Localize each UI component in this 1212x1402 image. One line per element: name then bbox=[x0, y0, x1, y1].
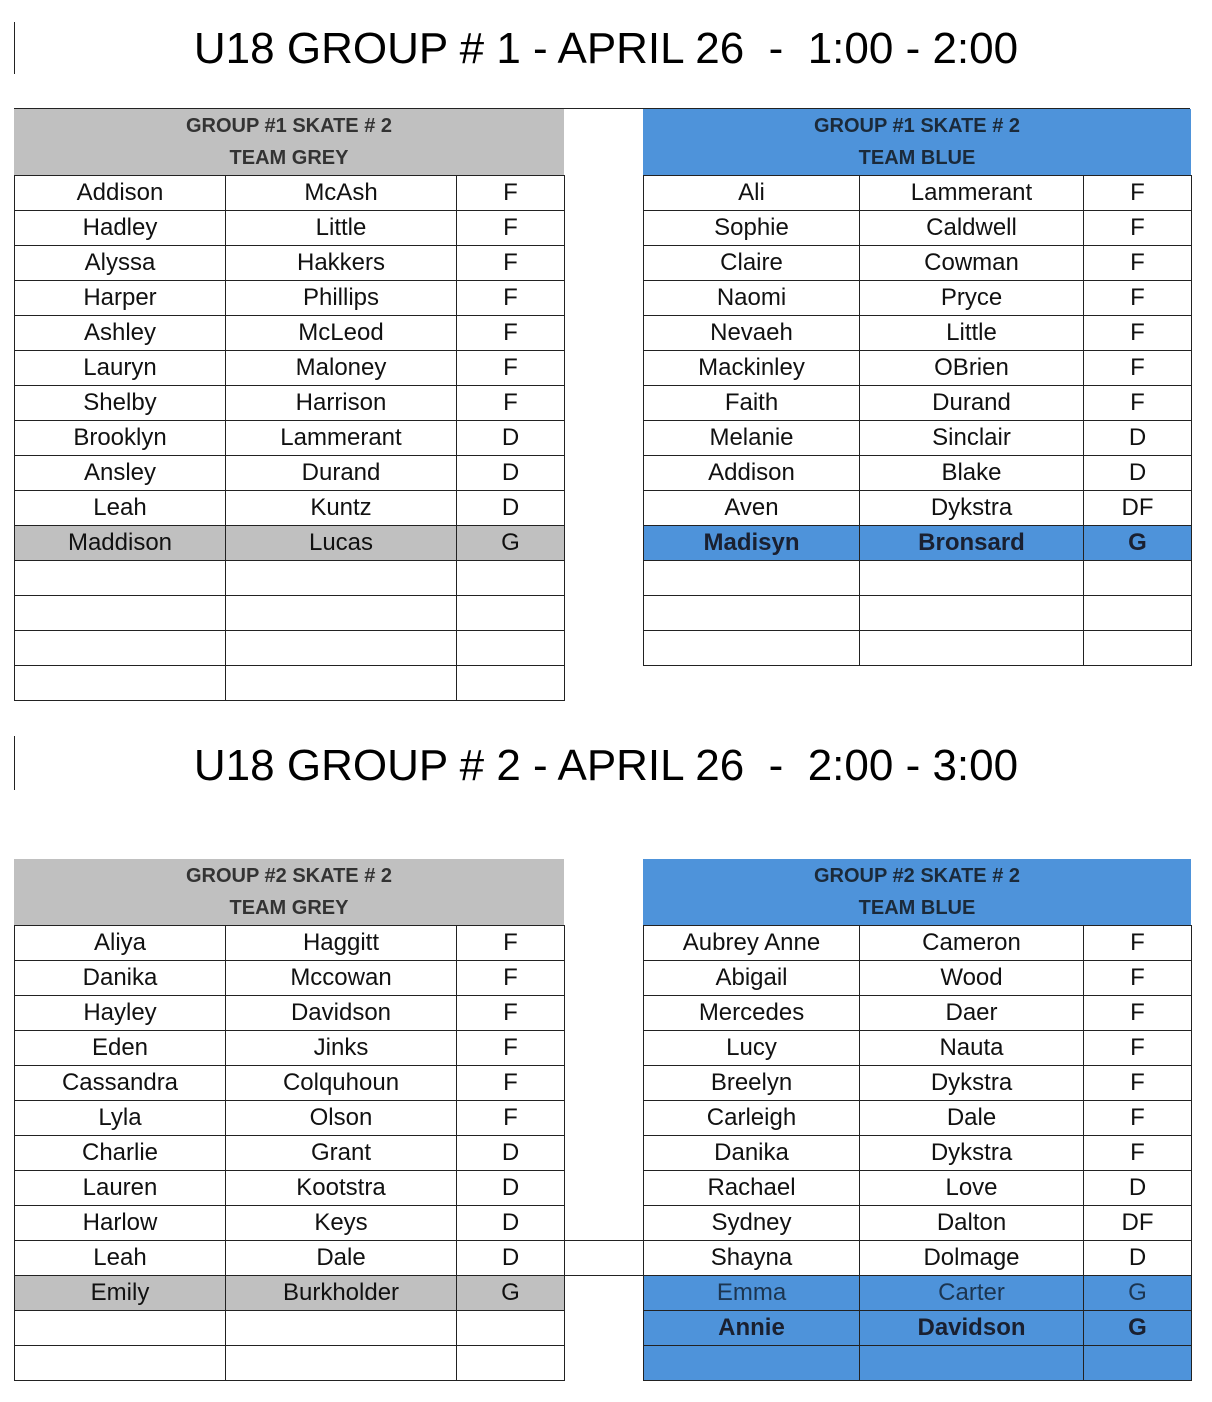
position-cell: DF bbox=[1084, 1206, 1192, 1241]
table-row bbox=[15, 1241, 565, 1276]
first-name-cell bbox=[644, 596, 860, 631]
last-name-cell: Dykstra bbox=[860, 1066, 1084, 1101]
group2-team-grey-table bbox=[14, 859, 564, 1381]
position-cell: G bbox=[1084, 1311, 1192, 1346]
first-name-cell: Charlie bbox=[15, 1136, 226, 1171]
last-name-cell: Bronsard bbox=[860, 526, 1084, 561]
first-name-cell bbox=[644, 1346, 860, 1381]
first-name-cell bbox=[15, 1311, 226, 1346]
last-name-cell: Lammerant bbox=[860, 176, 1084, 211]
first-name-cell bbox=[15, 596, 226, 631]
first-name-cell: Naomi bbox=[644, 281, 860, 316]
table-header bbox=[14, 859, 564, 925]
position-cell bbox=[457, 1311, 565, 1346]
last-name-cell: Kuntz bbox=[226, 491, 457, 526]
table-row bbox=[644, 246, 1192, 281]
first-name-cell: Ali bbox=[644, 176, 860, 211]
last-name-cell: Olson bbox=[226, 1101, 457, 1136]
first-name-cell: Danika bbox=[644, 1136, 860, 1171]
table-row bbox=[15, 1136, 565, 1171]
position-cell: F bbox=[457, 176, 565, 211]
table-row bbox=[15, 176, 565, 211]
position-cell: D bbox=[457, 1206, 565, 1241]
position-cell: D bbox=[457, 456, 565, 491]
table-row bbox=[15, 246, 565, 281]
position-cell bbox=[457, 666, 565, 701]
table-row bbox=[15, 351, 565, 386]
first-name-cell bbox=[644, 631, 860, 666]
first-name-cell: Hayley bbox=[15, 996, 226, 1031]
table-row bbox=[15, 561, 565, 596]
position-cell: F bbox=[457, 386, 565, 421]
last-name-cell: Lammerant bbox=[226, 421, 457, 456]
section-2-title: U18 GROUP # 2 - APRIL 26 - 2:00 - 3:00 bbox=[193, 741, 1019, 790]
last-name-cell bbox=[860, 631, 1084, 666]
table-row bbox=[644, 1101, 1192, 1136]
last-name-cell: Phillips bbox=[226, 281, 457, 316]
last-name-cell: Blake bbox=[860, 456, 1084, 491]
position-cell bbox=[457, 596, 565, 631]
first-name-cell: Ashley bbox=[15, 316, 226, 351]
last-name-cell: Dalton bbox=[860, 1206, 1084, 1241]
table-row bbox=[644, 926, 1192, 961]
table-row bbox=[15, 666, 565, 701]
table-connector-line bbox=[564, 1275, 644, 1276]
table-row bbox=[15, 386, 565, 421]
table-row bbox=[15, 491, 565, 526]
position-cell: F bbox=[457, 996, 565, 1031]
last-name-cell: Carter bbox=[860, 1276, 1084, 1311]
position-cell: F bbox=[457, 961, 565, 996]
first-name-cell: Harlow bbox=[15, 1206, 226, 1241]
first-name-cell: Lyla bbox=[15, 1101, 226, 1136]
first-name-cell: Cassandra bbox=[15, 1066, 226, 1101]
first-name-cell: Lauren bbox=[15, 1171, 226, 1206]
table-row bbox=[644, 211, 1192, 246]
table-row bbox=[644, 1206, 1192, 1241]
last-name-cell: Colquhoun bbox=[226, 1066, 457, 1101]
table-row bbox=[15, 926, 565, 961]
position-cell: DF bbox=[1084, 491, 1192, 526]
first-name-cell: Claire bbox=[644, 246, 860, 281]
table-row bbox=[644, 316, 1192, 351]
first-name-cell: Aubrey Anne bbox=[644, 926, 860, 961]
last-name-cell: Hakkers bbox=[226, 246, 457, 281]
last-name-cell bbox=[860, 1346, 1084, 1381]
table-row bbox=[15, 1311, 565, 1346]
position-cell: F bbox=[1084, 386, 1192, 421]
first-name-cell: Annie bbox=[644, 1311, 860, 1346]
position-cell: F bbox=[1084, 926, 1192, 961]
table-row bbox=[15, 316, 565, 351]
last-name-cell: Keys bbox=[226, 1206, 457, 1241]
table-row bbox=[15, 961, 565, 996]
position-cell: F bbox=[457, 211, 565, 246]
roster bbox=[643, 175, 1192, 666]
table-row bbox=[15, 211, 565, 246]
first-name-cell: Sophie bbox=[644, 211, 860, 246]
table-row bbox=[644, 176, 1192, 211]
table-row bbox=[644, 281, 1192, 316]
last-name-cell: Little bbox=[860, 316, 1084, 351]
table-row bbox=[644, 421, 1192, 456]
first-name-cell: Mercedes bbox=[644, 996, 860, 1031]
table-row bbox=[15, 631, 565, 666]
position-cell: G bbox=[1084, 526, 1192, 561]
last-name-cell: Durand bbox=[860, 386, 1084, 421]
position-cell: G bbox=[457, 1276, 565, 1311]
last-name-cell: Dykstra bbox=[860, 491, 1084, 526]
last-name-cell: Lucas bbox=[226, 526, 457, 561]
last-name-cell: Burkholder bbox=[226, 1276, 457, 1311]
position-cell bbox=[1084, 1346, 1192, 1381]
position-cell: F bbox=[1084, 351, 1192, 386]
table-row bbox=[644, 996, 1192, 1031]
header-team: TEAM BLUE bbox=[858, 897, 976, 919]
last-name-cell: Cowman bbox=[860, 246, 1084, 281]
last-name-cell: McLeod bbox=[226, 316, 457, 351]
table-row bbox=[644, 526, 1192, 561]
first-name-cell: Leah bbox=[15, 491, 226, 526]
first-name-cell: Lauryn bbox=[15, 351, 226, 386]
section-1-title: U18 GROUP # 1 - APRIL 26 - 1:00 - 2:00 bbox=[193, 24, 1019, 73]
last-name-cell bbox=[860, 596, 1084, 631]
table-row bbox=[15, 596, 565, 631]
table-row bbox=[644, 561, 1192, 596]
first-name-cell: Leah bbox=[15, 1241, 226, 1276]
last-name-cell: Davidson bbox=[860, 1311, 1084, 1346]
last-name-cell: Davidson bbox=[226, 996, 457, 1031]
table-row bbox=[15, 1206, 565, 1241]
position-cell bbox=[457, 1346, 565, 1381]
first-name-cell: Alyssa bbox=[15, 246, 226, 281]
first-name-cell: Melanie bbox=[644, 421, 860, 456]
last-name-cell: Wood bbox=[860, 961, 1084, 996]
last-name-cell bbox=[860, 561, 1084, 596]
last-name-cell: Haggitt bbox=[226, 926, 457, 961]
position-cell: D bbox=[457, 1136, 565, 1171]
last-name-cell bbox=[226, 596, 457, 631]
last-name-cell: Dykstra bbox=[860, 1136, 1084, 1171]
first-name-cell: Sydney bbox=[644, 1206, 860, 1241]
position-cell: D bbox=[1084, 456, 1192, 491]
position-cell: G bbox=[457, 526, 565, 561]
table-header bbox=[643, 859, 1191, 925]
header-team: TEAM GREY bbox=[229, 147, 349, 169]
table-row bbox=[644, 491, 1192, 526]
table-row bbox=[644, 961, 1192, 996]
table-header bbox=[14, 109, 564, 175]
table-row bbox=[644, 1031, 1192, 1066]
table-row bbox=[15, 281, 565, 316]
first-name-cell bbox=[644, 561, 860, 596]
header-skate: GROUP #1 SKATE # 2 bbox=[186, 115, 392, 137]
last-name-cell: OBrien bbox=[860, 351, 1084, 386]
position-cell bbox=[1084, 631, 1192, 666]
last-name-cell: Jinks bbox=[226, 1031, 457, 1066]
first-name-cell: Breelyn bbox=[644, 1066, 860, 1101]
first-name-cell: Carleigh bbox=[644, 1101, 860, 1136]
first-name-cell: Maddison bbox=[15, 526, 226, 561]
last-name-cell bbox=[226, 1346, 457, 1381]
roster bbox=[643, 925, 1192, 1381]
table-row bbox=[644, 1136, 1192, 1171]
header-skate: GROUP #2 SKATE # 2 bbox=[814, 865, 1020, 887]
position-cell: D bbox=[457, 421, 565, 456]
roster bbox=[14, 175, 565, 701]
first-name-cell: Eden bbox=[15, 1031, 226, 1066]
header-skate: GROUP #1 SKATE # 2 bbox=[814, 115, 1020, 137]
last-name-cell: Cameron bbox=[860, 926, 1084, 961]
position-cell: F bbox=[1084, 1101, 1192, 1136]
position-cell: F bbox=[457, 316, 565, 351]
table-row bbox=[644, 456, 1192, 491]
position-cell: D bbox=[1084, 1171, 1192, 1206]
position-cell: F bbox=[1084, 1031, 1192, 1066]
first-name-cell: Harper bbox=[15, 281, 226, 316]
table-row bbox=[644, 1171, 1192, 1206]
first-name-cell: Mackinley bbox=[644, 351, 860, 386]
position-cell bbox=[1084, 561, 1192, 596]
position-cell bbox=[457, 561, 565, 596]
table-row bbox=[644, 1241, 1192, 1276]
first-name-cell bbox=[15, 631, 226, 666]
first-name-cell: Emma bbox=[644, 1276, 860, 1311]
position-cell: F bbox=[1084, 1136, 1192, 1171]
table-header bbox=[643, 109, 1191, 175]
table-row bbox=[644, 386, 1192, 421]
position-cell: F bbox=[457, 926, 565, 961]
last-name-cell: Dolmage bbox=[860, 1241, 1084, 1276]
position-cell: F bbox=[457, 1031, 565, 1066]
first-name-cell: Aven bbox=[644, 491, 860, 526]
table-row bbox=[644, 1066, 1192, 1101]
group1-team-grey-table bbox=[14, 109, 564, 701]
table-row bbox=[15, 1171, 565, 1206]
last-name-cell: Nauta bbox=[860, 1031, 1084, 1066]
last-name-cell: Love bbox=[860, 1171, 1084, 1206]
first-name-cell: Shayna bbox=[644, 1241, 860, 1276]
last-name-cell: Maloney bbox=[226, 351, 457, 386]
group1-team-blue-table bbox=[643, 109, 1191, 666]
position-cell bbox=[1084, 596, 1192, 631]
last-name-cell: Durand bbox=[226, 456, 457, 491]
table-row bbox=[15, 1101, 565, 1136]
first-name-cell: Danika bbox=[15, 961, 226, 996]
position-cell: D bbox=[457, 1171, 565, 1206]
position-cell: F bbox=[457, 246, 565, 281]
table-row bbox=[644, 596, 1192, 631]
position-cell: F bbox=[1084, 961, 1192, 996]
position-cell: F bbox=[457, 281, 565, 316]
last-name-cell bbox=[226, 1311, 457, 1346]
position-cell: F bbox=[457, 1066, 565, 1101]
last-name-cell bbox=[226, 631, 457, 666]
header-team: TEAM BLUE bbox=[858, 147, 976, 169]
position-cell: F bbox=[1084, 996, 1192, 1031]
header-team: TEAM GREY bbox=[229, 897, 349, 919]
last-name-cell: Dale bbox=[860, 1101, 1084, 1136]
first-name-cell: Rachael bbox=[644, 1171, 860, 1206]
first-name-cell: Addison bbox=[15, 176, 226, 211]
last-name-cell: Kootstra bbox=[226, 1171, 457, 1206]
last-name-cell: Pryce bbox=[860, 281, 1084, 316]
table-row bbox=[15, 1066, 565, 1101]
last-name-cell: Little bbox=[226, 211, 457, 246]
table-row bbox=[644, 351, 1192, 386]
last-name-cell bbox=[226, 561, 457, 596]
position-cell: F bbox=[1084, 246, 1192, 281]
last-name-cell: Sinclair bbox=[860, 421, 1084, 456]
position-cell: F bbox=[1084, 211, 1192, 246]
first-name-cell: Nevaeh bbox=[644, 316, 860, 351]
first-name-cell: Abigail bbox=[644, 961, 860, 996]
last-name-cell: Caldwell bbox=[860, 211, 1084, 246]
last-name-cell: Grant bbox=[226, 1136, 457, 1171]
table-row bbox=[15, 1346, 565, 1381]
first-name-cell bbox=[15, 666, 226, 701]
position-cell: F bbox=[1084, 316, 1192, 351]
last-name-cell: Mccowan bbox=[226, 961, 457, 996]
last-name-cell: McAsh bbox=[226, 176, 457, 211]
table-row bbox=[644, 1346, 1192, 1381]
group2-team-blue-table bbox=[643, 859, 1191, 1381]
position-cell: G bbox=[1084, 1276, 1192, 1311]
first-name-cell bbox=[15, 561, 226, 596]
table-row bbox=[15, 1031, 565, 1066]
last-name-cell bbox=[226, 666, 457, 701]
first-name-cell bbox=[15, 1346, 226, 1381]
position-cell: D bbox=[1084, 1241, 1192, 1276]
roster bbox=[14, 925, 565, 1381]
first-name-cell: Madisyn bbox=[644, 526, 860, 561]
table-row bbox=[15, 421, 565, 456]
last-name-cell: Daer bbox=[860, 996, 1084, 1031]
first-name-cell: Emily bbox=[15, 1276, 226, 1311]
table-connector-line bbox=[564, 1240, 644, 1241]
table-row bbox=[15, 456, 565, 491]
first-name-cell: Faith bbox=[644, 386, 860, 421]
table-row bbox=[15, 526, 565, 561]
position-cell: F bbox=[1084, 1066, 1192, 1101]
position-cell: D bbox=[457, 1241, 565, 1276]
position-cell: D bbox=[457, 491, 565, 526]
first-name-cell: Hadley bbox=[15, 211, 226, 246]
table-row bbox=[644, 1311, 1192, 1346]
table-row bbox=[15, 996, 565, 1031]
position-cell: F bbox=[1084, 176, 1192, 211]
header-skate: GROUP #2 SKATE # 2 bbox=[186, 865, 392, 887]
position-cell: F bbox=[457, 1101, 565, 1136]
table-row bbox=[644, 1276, 1192, 1311]
table-row bbox=[644, 631, 1192, 666]
last-name-cell: Dale bbox=[226, 1241, 457, 1276]
first-name-cell: Ansley bbox=[15, 456, 226, 491]
table-row bbox=[15, 1276, 565, 1311]
position-cell: F bbox=[1084, 281, 1192, 316]
first-name-cell: Aliya bbox=[15, 926, 226, 961]
first-name-cell: Shelby bbox=[15, 386, 226, 421]
position-cell: F bbox=[457, 351, 565, 386]
first-name-cell: Lucy bbox=[644, 1031, 860, 1066]
position-cell: D bbox=[1084, 421, 1192, 456]
last-name-cell: Harrison bbox=[226, 386, 457, 421]
first-name-cell: Addison bbox=[644, 456, 860, 491]
position-cell bbox=[457, 631, 565, 666]
first-name-cell: Brooklyn bbox=[15, 421, 226, 456]
